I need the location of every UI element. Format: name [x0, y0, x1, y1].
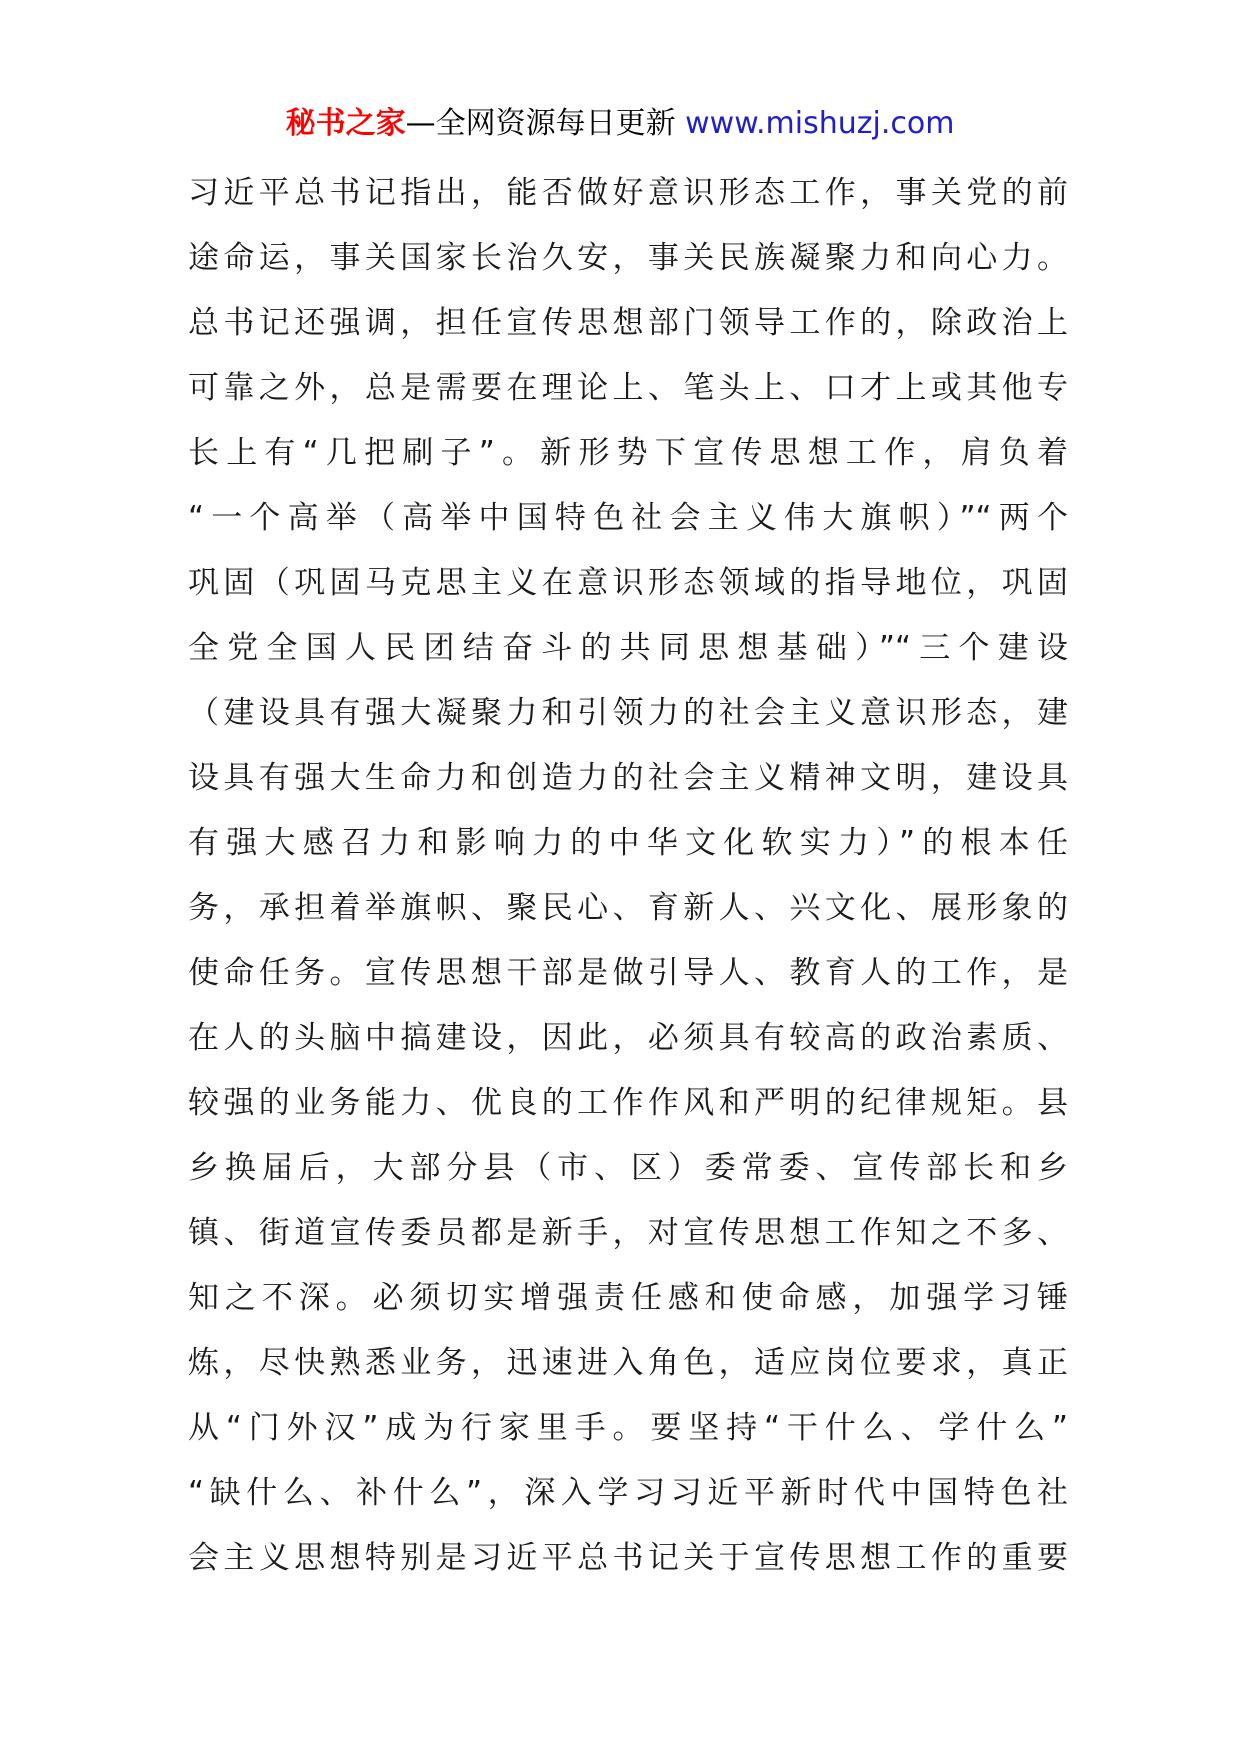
paragraph-line: 总书记还强调，担任宣传思想部门领导工作的，除政治上: [188, 305, 1068, 341]
header-tagline: —全网资源每日更新: [405, 106, 686, 141]
paragraph-line: 镇、街道宣传委员都是新手，对宣传思想工作知之不多、: [188, 1215, 1068, 1251]
header-url: www.mishuzj.com: [685, 106, 955, 141]
paragraph-line: 长上有“几把刷子”。新形势下宣传思想工作，肩负着: [188, 435, 1068, 471]
paragraph-line: 有强大感召力和影响力的中华文化软实力）”的根本任: [188, 825, 1068, 861]
paragraph-line: “缺什么、补什么”，深入学习习近平新时代中国特色社: [188, 1475, 1068, 1511]
paragraph-line: 知之不深。必须切实增强责任感和使命感，加强学习锤: [188, 1280, 1068, 1316]
paragraph-line: 炼，尽快熟悉业务，迅速进入角色，适应岗位要求，真正: [188, 1345, 1068, 1381]
paragraph-line: 乡换届后，大部分县（市、区）委常委、宣传部长和乡: [188, 1150, 1068, 1186]
page-header: [0, 102, 1240, 146]
paragraph-line: 途命运，事关国家长治久安，事关民族凝聚力和向心力。: [188, 240, 1068, 276]
header-brand: 秘书之家: [285, 106, 406, 141]
paragraph-line: 在人的头脑中搞建设，因此，必须具有较高的政治素质、: [188, 1020, 1068, 1056]
paragraph-line: 会主义思想特别是习近平总书记关于宣传思想工作的重要: [188, 1540, 1068, 1576]
paragraph-line: （建设具有强大凝聚力和引领力的社会主义意识形态，建: [188, 695, 1068, 731]
body-paragraph: [188, 161, 1068, 1591]
paragraph-line: 较强的业务能力、优良的工作作风和严明的纪律规矩。县: [188, 1085, 1068, 1121]
paragraph-line: 设具有强大生命力和创造力的社会主义精神文明，建设具: [188, 760, 1068, 796]
paragraph-line: 务，承担着举旗帜、聚民心、育新人、兴文化、展形象的: [188, 890, 1068, 926]
paragraph-line: 巩固（巩固马克思主义在意识形态领域的指导地位，巩固: [188, 565, 1068, 601]
paragraph-line: 可靠之外，总是需要在理论上、笔头上、口才上或其他专: [188, 370, 1068, 406]
paragraph-line: 从“门外汉”成为行家里手。要坚持“干什么、学什么”: [188, 1410, 1068, 1446]
paragraph-line: 全党全国人民团结奋斗的共同思想基础）”“三个建设: [188, 630, 1068, 666]
paragraph-line: 习近平总书记指出，能否做好意识形态工作，事关党的前: [188, 175, 1068, 211]
paragraph-line: “一个高举（高举中国特色社会主义伟大旗帜）”“两个: [188, 500, 1068, 536]
paragraph-line: 使命任务。宣传思想干部是做引导人、教育人的工作，是: [188, 955, 1068, 991]
